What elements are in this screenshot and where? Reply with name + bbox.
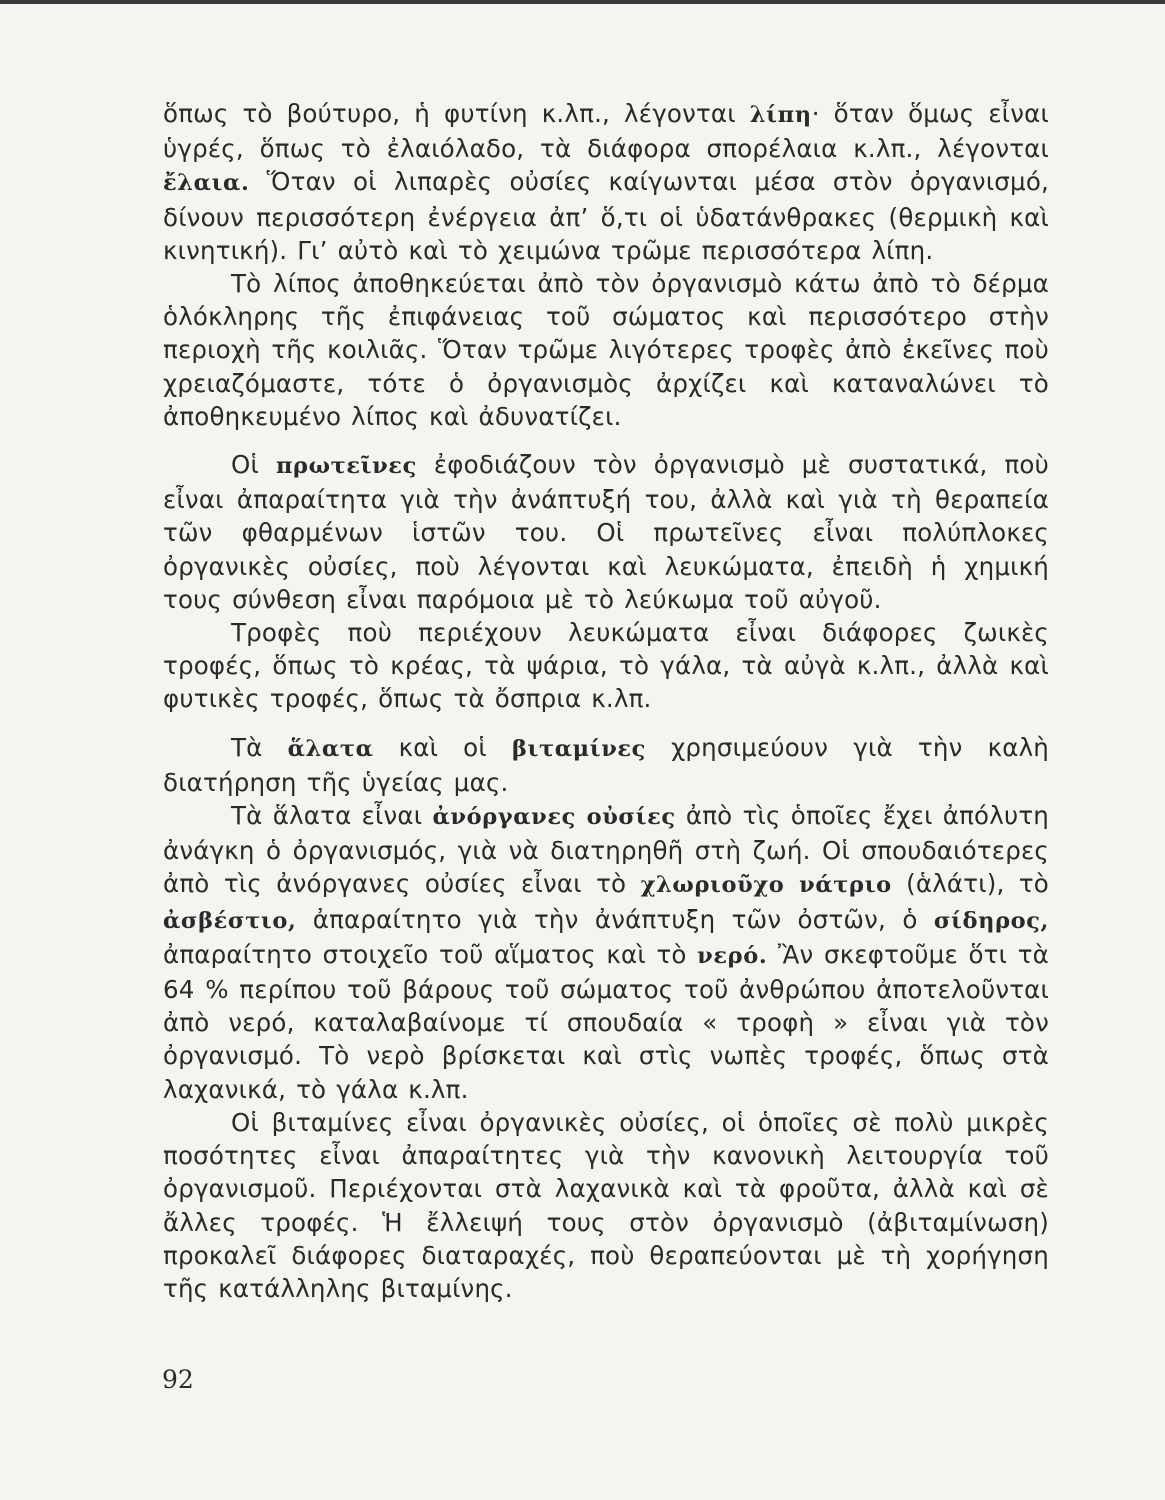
text-run: Τροφὲς ποὺ περιέχουν λευκώματα εἶναι διάφορες ζωικὲς τροφές, ὅπως τὸ κρέας, τὰ ψάρια, τὸ γάλα, τὰ αὐγὰ κ.λπ., ἀλλὰ καὶ φυτικὲς τροφές, ὅπως τὰ ὄσπρια κ.λπ. <box>163 618 1049 714</box>
text-run: (ἁλάτι), τὸ <box>891 869 1049 899</box>
page-number: 92 <box>162 1365 194 1394</box>
bold-term: λίπη <box>749 102 812 128</box>
text-run: ἀπαραίτητο γιὰ τὴν ἀνάπτυξη τῶν ὀστῶν, ὁ <box>296 904 934 934</box>
text-run: ἀπαραίτητο στοιχεῖο τοῦ αἵματος καὶ τὸ <box>163 939 698 969</box>
bold-term: νερό. <box>697 942 768 969</box>
bold-term: ἅλατα <box>287 735 374 762</box>
text-run: Τὰ <box>231 732 288 762</box>
text-run: Τὰ ἅλατα εἶναι <box>231 801 433 831</box>
paragraph-protein-foods <box>163 616 1049 716</box>
bold-term: ἔλαια. <box>163 170 250 197</box>
text-run: · ὅταν ὅμως εἶναι ὑγρές, ὅπως τὸ ἐλαιόλαδο, τὰ διάφορα σπορέλαια κ.λπ., λέγονται <box>163 99 1050 164</box>
text-run: Ἂν σκεφτοῦμε ὅτι τὰ 64 % περίπου τοῦ βάρους τοῦ σώματος τοῦ ἀνθρώπου ἀποτελοῦνται ἀπὸ νερό, καταλαβαίνομε τί σπουδαία « τροφὴ » εἶναι γιὰ τὸν ὀργανισμό. Τὸ νερὸ βρίσκεται καὶ στὶς νωπὲς τροφές, ὅπως στὰ λαχανικά, τὸ γάλα κ.λπ. <box>163 939 1049 1104</box>
text-run: Οἱ <box>231 450 276 480</box>
paragraph-salts-vitamins <box>163 731 1049 799</box>
text-run: ἀπὸ τὶς ὁποῖες ἔχει ἀπόλυτη ἀνάγκη ὁ ὀργανισμός, γιὰ νὰ διατηρηθῆ στὴ ζωή. Οἱ σπουδαιότερες ἀπὸ τὶς ἀνόργανες οὐσίες εἶναι τὸ <box>163 801 1050 899</box>
paragraph-fats <box>163 97 1049 267</box>
bold-term: ἀσβέστιο, <box>163 907 297 934</box>
bold-term: χλωριοῦχο νάτριο <box>640 872 892 899</box>
text-run: Τὸ λίπος ἀποθηκεύεται ἀπὸ τὸν ὀργανισμὸ κάτω ἀπὸ τὸ δέρμα ὁλόκληρης τῆς ἐπιφάνειας τοῦ σώματος καὶ περισσότερο στὴν περιοχὴ τῆς κοιλιᾶς. Ὅταν τρῶμε λιγότερες τροφὲς ἀπὸ ἐκεῖνες ποὺ χρειαζόμαστε, τότε ὁ ὀργανισμὸς ἀρχίζει καὶ καταναλώνει τὸ ἀποθηκευμένο λίπος καὶ ἀδυνατίζει. <box>163 269 1049 431</box>
text-run: Οἱ βιταμίνες εἶναι ὀργανικὲς οὐσίες, οἱ ὁποῖες σὲ πολὺ μικρὲς ποσότητες εἶναι ἀπαραίτητες γιὰ τὴν κανονικὴ λειτουργία τοῦ ὀργανισμοῦ. Περιέχονται στὰ λαχανικὰ καὶ τὰ φροῦτα, ἀλλὰ καὶ σὲ ἄλλες τροφές. Ἡ ἔλλειψή τους στὸν ὀργανισμὸ (ἀβιταμίνωση) προκαλεῖ διάφορες διαταραχές, ποὺ θεραπεύονται μὲ τὴ χορήγηση τῆς κατάλληλης βιταμίνης. <box>163 1107 1049 1303</box>
paragraph-proteins <box>163 448 1049 616</box>
text-run: ὅπως τὸ βούτυρο, ἡ φυτίνη κ.λπ., λέγονται <box>163 99 750 128</box>
page-body <box>163 97 1049 1305</box>
paragraph-vitamins <box>163 1106 1049 1305</box>
paragraph-fat-storage <box>163 267 1049 433</box>
bold-term: βιταμίνες <box>511 735 646 762</box>
paragraph-salts <box>163 799 1049 1106</box>
bold-term: πρωτεῖνες <box>275 453 417 480</box>
text-run: ἐφοδιάζουν τὸν ὀργανισμὸ μὲ συστατικά, ποὺ εἶναι ἀπαραίτητα γιὰ τὴν ἀνάπτυξή του, ἀλλὰ καὶ γιὰ τὴ θεραπεία τῶν φθαρμένων ἱστῶν του. Οἱ πρωτεῖνες εἶναι πολύπλοκες ὀργανικὲς οὐσίες, ποὺ λέγονται καὶ λευκώματα, ἐπειδὴ ἡ χημική τους σύνθεση εἶναι παρόμοια μὲ τὸ λεύκωμα τοῦ αὐγοῦ. <box>163 450 1049 614</box>
text-run: Ὅταν οἱ λιπαρὲς οὐσίες καίγωνται μέσα στὸν ὀργανισμό, δίνουν περισσότερη ἐνέργεια ἀπ’ ὅ,τι οἱ ὑδατάνθρακες (θερμικὴ καὶ κινητική). Γι’ αὐτὸ καὶ τὸ χειμώνα τρῶμε περισσότερα λίπη. <box>163 167 1049 265</box>
text-run: καὶ οἱ <box>373 732 512 762</box>
scan-top-edge <box>0 0 1165 4</box>
bold-term: σίδηρος, <box>933 907 1049 934</box>
bold-term: ἀνόργανες οὐσίες <box>432 804 676 831</box>
text-run: χρησιμεύουν γιὰ τὴν καλὴ διατήρηση τῆς ὑγείας μας. <box>163 732 1050 797</box>
